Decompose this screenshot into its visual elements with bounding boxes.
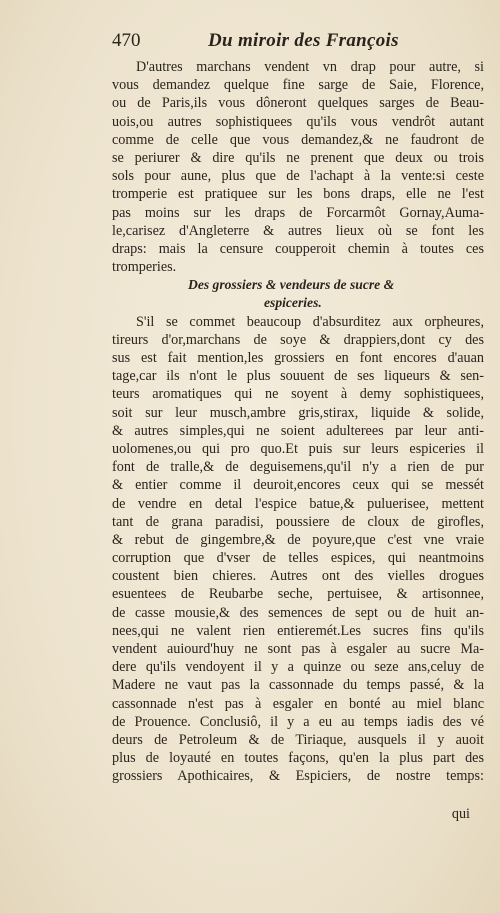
text-line: soit sur leur musch,ambre gris,stirax, liquide & solide,: [112, 404, 484, 421]
text-line: font de tralle,& de deguisemens,qu'il n'y a rien de pur: [112, 459, 484, 476]
text-line: sus est fait mention,les grossiers en font encores d'auan: [112, 350, 484, 366]
paragraph-2: [112, 313, 484, 786]
text-line: & entier comme il deuroit,encores ceux qui se messét: [112, 477, 484, 494]
text-line: comme de celle que vous demandez,& ne faudront de: [112, 131, 484, 148]
text-line: vendent auiourd'huy ne sont pas à esgaler au sucre Ma-: [112, 641, 484, 657]
text-line: uois,ou autres sophistiquees qu'ils vous vendrôt autant: [112, 113, 484, 130]
text-line: esuentees de Reubarbe seche, pertuisee, & artisonnee,: [112, 586, 484, 603]
text-line: de casse mousie,& des semences de sept ou de huit an-: [112, 604, 484, 621]
text-line: pas moins sur les draps de Forcarmôt Gornay,Auma-: [112, 204, 484, 221]
section-heading: [112, 276, 484, 312]
running-title: Du miroir des François: [208, 30, 399, 51]
paragraph-1: [112, 58, 484, 276]
section-heading-line: espiceries.: [264, 295, 322, 311]
text-line: tromperie est pratiquee sur les bons draps, elle ne l'est: [112, 186, 484, 203]
text-line: plus de loyauté en toutes façons, qu'en la plus part des: [112, 750, 484, 767]
text-line: tant de grana paradisi, poussiere de cloux de girofles,: [112, 513, 484, 530]
catchword: qui: [451, 806, 470, 822]
text-line: deurs de Petroleum & de Tiriaque, ausquels il y auoit: [112, 731, 484, 748]
text-line: le,carisez d'Angleterre & autres lieux où se font les: [112, 222, 484, 239]
text-line: cassonnade n'est pas à esgaler en bonté au miel blanc: [112, 695, 484, 712]
text-line: Madere ne vaut pas la cassonnade du temps passé, & la: [112, 677, 484, 694]
text-line: tage,car ils n'ont le plus souuent de ses liqueurs & sen-: [112, 368, 484, 385]
text-line: D'autres marchans vendent vn drap pour autre, si: [136, 59, 484, 75]
text-line: coustent bien chieres. Autres ont des vielles drogues: [112, 568, 484, 585]
text-line: sols pour aune, plus que de l'achapt à la vente:si ceste: [112, 168, 484, 185]
text-line: de vendre en detal l'espice batue,& puluerisee, mettent: [112, 495, 484, 512]
text-line: grossiers Apothicaires, & Espiciers, de nostre temps:: [112, 768, 484, 785]
text-line: uolomenes,ou qui pro quo.Et puis sur leurs espiceries il: [112, 440, 484, 457]
page-header: [112, 30, 472, 56]
section-heading-line: Des grossiers & vendeurs de sucre &: [188, 277, 395, 293]
text-line: ou de Paris,ils vous dôneront quelques sarges de Beau-: [112, 95, 484, 112]
text-line: S'il se commet beaucoup d'absurditez aux orpheures,: [136, 313, 484, 330]
text-line: teurs aromatiques qui ne soyent à demy sophistiquees,: [112, 386, 484, 403]
text-line: se periurer & dire qu'ils ne prenent que deux ou trois: [112, 149, 484, 166]
text-block: [112, 58, 484, 786]
text-line: vous demandez quelque fine sarge de Saie, Florence,: [112, 77, 484, 94]
text-line: dere qu'ils vendoyent il y a quinze ou seze ans,celuy de: [112, 659, 484, 676]
text-line: & autres simples,qui ne soient adulterees par leur anti-: [112, 422, 484, 439]
text-line: draps: mais la censure coupperoit chemin à toutes ces: [112, 240, 484, 257]
text-line: tromperies.: [112, 259, 177, 276]
page-number: 470: [112, 30, 141, 51]
text-line: de Prouence. Conclusiô, il y a eu au temps iadis des vé: [112, 713, 484, 730]
text-line: nees,qui ne valent rien entieremét.Les sucres fins qu'ils: [112, 622, 484, 639]
text-line: & rebut de gingembre,& de poyure,que c'est vne vraie: [112, 531, 484, 548]
text-line: tireurs d'or,marchans de soye & drappiers,dont cy des: [112, 331, 484, 348]
text-line: corruption que d'vser de telles espices, qui neantmoins: [112, 550, 484, 567]
